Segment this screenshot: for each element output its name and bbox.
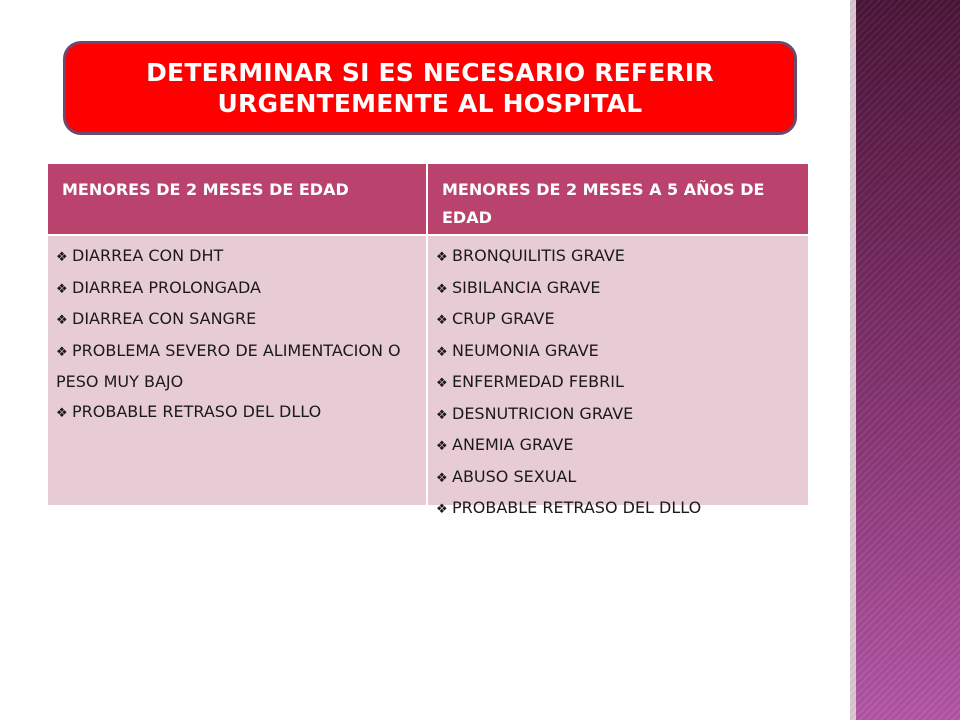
list-item-label: BRONQUILITIS GRAVE xyxy=(452,246,625,265)
list-item-label: ENFERMEDAD FEBRIL xyxy=(452,372,624,391)
table-header-2-months-to-5-years: MENORES DE 2 MESES A 5 AÑOS DE EDAD xyxy=(428,164,808,234)
list-item-label: NEUMONIA GRAVE xyxy=(452,340,599,360)
diamond-bullet-icon: ❖ xyxy=(56,405,68,421)
diamond-bullet-icon: ❖ xyxy=(56,313,68,328)
list-item-label: SIBILANCIA GRAVE xyxy=(452,277,601,297)
title-box xyxy=(63,41,797,135)
list-item xyxy=(436,462,798,494)
list-item xyxy=(436,336,798,368)
condition-list xyxy=(436,241,798,525)
diamond-bullet-icon: ❖ xyxy=(436,502,448,517)
list-item-label: ANEMIA GRAVE xyxy=(452,435,574,454)
condition-list xyxy=(56,241,416,428)
diamond-bullet-icon: ❖ xyxy=(436,376,448,391)
list-item-label: PROBLEMA SEVERO DE ALIMENTACION O PESO MUY BAJO xyxy=(56,340,401,391)
table-header-under-2-months: MENORES DE 2 MESES DE EDAD xyxy=(48,164,426,234)
diamond-bullet-icon: ❖ xyxy=(56,344,68,360)
diamond-bullet-icon: ❖ xyxy=(436,407,448,423)
list-item xyxy=(436,367,798,399)
diamond-bullet-icon: ❖ xyxy=(436,439,448,454)
diamond-bullet-icon: ❖ xyxy=(56,281,68,297)
diamond-bullet-icon: ❖ xyxy=(436,344,448,360)
diamond-bullet-icon: ❖ xyxy=(436,313,448,328)
list-item-label: PROBABLE RETRASO DEL DLLO xyxy=(72,401,322,421)
table-cell-under-2-months xyxy=(48,236,426,505)
decorative-side-band xyxy=(850,0,960,720)
list-item xyxy=(436,273,798,305)
list-item xyxy=(436,241,798,273)
list-item-label: ABUSO SEXUAL xyxy=(452,466,577,486)
diamond-bullet-icon: ❖ xyxy=(436,281,448,297)
list-item xyxy=(56,304,416,336)
diamond-bullet-icon: ❖ xyxy=(436,250,448,265)
list-item xyxy=(56,273,416,305)
list-item xyxy=(436,430,798,462)
list-item xyxy=(436,399,798,431)
diamond-bullet-icon: ❖ xyxy=(56,250,68,265)
list-item-label: DIARREA CON DHT xyxy=(72,246,224,265)
referral-table xyxy=(48,164,808,517)
list-item-label: PROBABLE RETRASO DEL DLLO xyxy=(452,498,702,517)
list-item-label: DESNUTRICION GRAVE xyxy=(452,403,634,423)
list-item xyxy=(56,397,416,429)
list-item xyxy=(436,493,798,525)
table-cell-2-months-to-5-years xyxy=(428,236,808,517)
list-item-label: DIARREA CON SANGRE xyxy=(72,309,257,328)
list-item xyxy=(56,241,416,273)
list-item xyxy=(436,304,798,336)
list-item xyxy=(56,336,416,397)
diamond-bullet-icon: ❖ xyxy=(436,470,448,486)
list-item-label: CRUP GRAVE xyxy=(452,309,555,328)
page-title: DETERMINAR SI ES NECESARIO REFERIR URGENTEMENTE AL HOSPITAL xyxy=(146,58,714,118)
list-item-label: DIARREA PROLONGADA xyxy=(72,277,261,297)
